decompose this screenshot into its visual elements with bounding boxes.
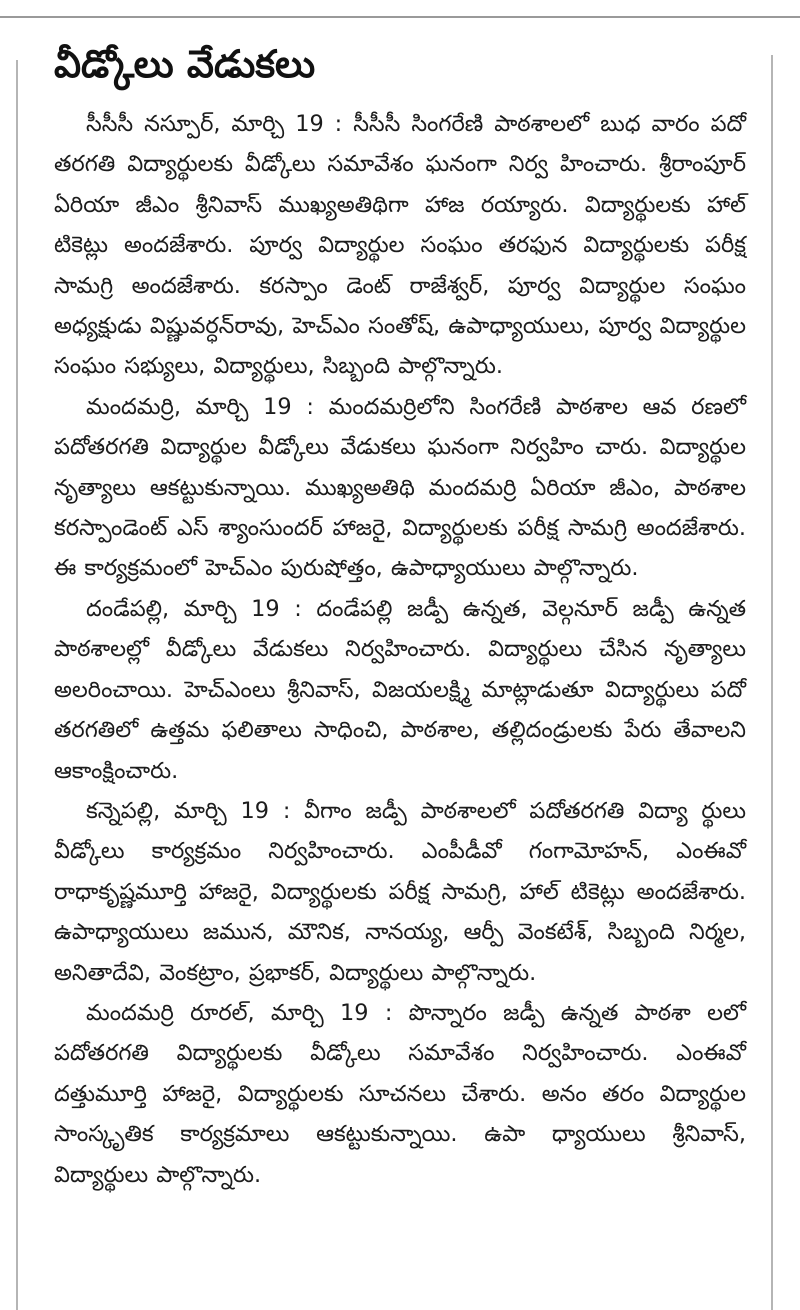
right-column-rule bbox=[771, 55, 773, 1310]
article-paragraph-kannepalli: కన్నెపల్లి, మార్చి 19 : వీగాం జడ్పీ పాఠశాలలో పదోతరగతి విద్యా ర్థులు వీడ్కోలు కార్యక్రమం నిర్వహించారు. ఎంపీడీవో గంగామోహన్, ఎంఈవో రాధాకృష్ణమూర్తి హాజరై, విద్యార్థులకు పరీక్ష సామగ్రి, హాల్ టికెట్లు అందజేశారు. ఉపాధ్యాయులు జమున, మౌనిక, నానయ్య, ఆర్పీ వెంకటేశ్, సిబ్బంది నిర్మల, అనితాదేవి, వెంకట్రాం, ప్రభాకర్, విద్యార్థులు పాల్గొన్నారు. bbox=[54, 797, 746, 986]
left-column-rule bbox=[16, 60, 18, 1310]
article-paragraph-dandepalli: దండేపల్లి, మార్చి 19 : దండేపల్లి జడ్పీ ఉన్నత, వెల్గనూర్ జడ్పీ ఉన్నత పాఠశాలల్లో వీడ్కోలు వేడుకలు నిర్వహించారు. విద్యార్థులు చేసిన నృత్యాలు అలరించాయి. హెచ్ఎంలు శ్రీనివాస్, విజయలక్ష్మి మాట్లాడుతూ విద్యార్థులు పదో తరగతిలో ఉత్తమ ఫలితాలు సాధించి, పాఠశాల, తల్లిదండ్రులకు పేరు తేవాలని ఆకాంక్షించారు. bbox=[54, 595, 746, 784]
article-paragraph-mandamarri-rural: మందమర్రి రూరల్, మార్చి 19 : పొన్నారం జడ్పీ ఉన్నత పాఠశా లలో పదోతరగతి విద్యార్థులకు వీడ్కోలు సమావేశం నిర్వహించారు. ఎంఈవో దత్తుమూర్తి హాజరై, విద్యార్థులకు సూచనలు చేశారు. అనం తరం విద్యార్థుల సాంస్కృతిక కార్యక్రమాలు ఆకట్టుకున్నాయి. ఉపా ధ్యాయులు శ్రీనివాస్, విద్యార్థులు పాల్గొన్నారు. bbox=[54, 999, 746, 1188]
news-article bbox=[54, 34, 746, 1195]
article-paragraph-mandamarri: మందమర్రి, మార్చి 19 : మందమర్రిలోని సింగరేణి పాఠశాల ఆవ రణలో పదోతరగతి విద్యార్థుల వీడ్కోలు వేడుకలు ఘనంగా నిర్వహిం చారు. విద్యార్థుల నృత్యాలు ఆకట్టుకున్నాయి. ముఖ్యఅతిథి మందమర్రి ఏరియా జీఎం, పాఠశాల కరస్పాండెంట్ ఎస్ శ్యాంసుందర్ హాజరై, విద్యార్థులకు పరీక్ష సామగ్రి అందజేశారు. ఈ కార్యక్రమంలో హెచ్ఎం పురుషోత్తం, ఉపాధ్యాయులు పాల్గొన్నారు. bbox=[54, 393, 746, 582]
article-headline: వీడ్కోలు వేడుకలు bbox=[54, 42, 316, 86]
article-paragraph-naspur: సీసీసీ నస్పూర్, మార్చి 19 : సీసీసీ సింగరేణి పాఠశాలలో బుధ వారం పదో తరగతి విద్యార్థులకు వీడ్కోలు సమావేశం ఘనంగా నిర్వ హించారు. శ్రీరాంపూర్ ఏరియా జీఎం శ్రీనివాస్ ముఖ్యఅతిథిగా హాజ రయ్యారు. విద్యార్థులకు హాల్ టికెట్లు అందజేశారు. పూర్వ విద్యార్థుల సంఘం తరఫున విద్యార్థులకు పరీక్ష సామగ్రి అందజేశారు. కరస్పాం డెంట్ రాజేశ్వర్, పూర్వ విద్యార్థుల సంఘం అధ్యక్షుడు విష్ణువర్ధన్‌రావు, హెచ్ఎం సంతోష్, ఉపాధ్యాయులు, పూర్వ విద్యార్థుల సంఘం సభ్యులు, విద్యార్థులు, సిబ్బంది పాల్గొన్నారు. bbox=[54, 111, 746, 380]
top-rule bbox=[0, 16, 800, 18]
